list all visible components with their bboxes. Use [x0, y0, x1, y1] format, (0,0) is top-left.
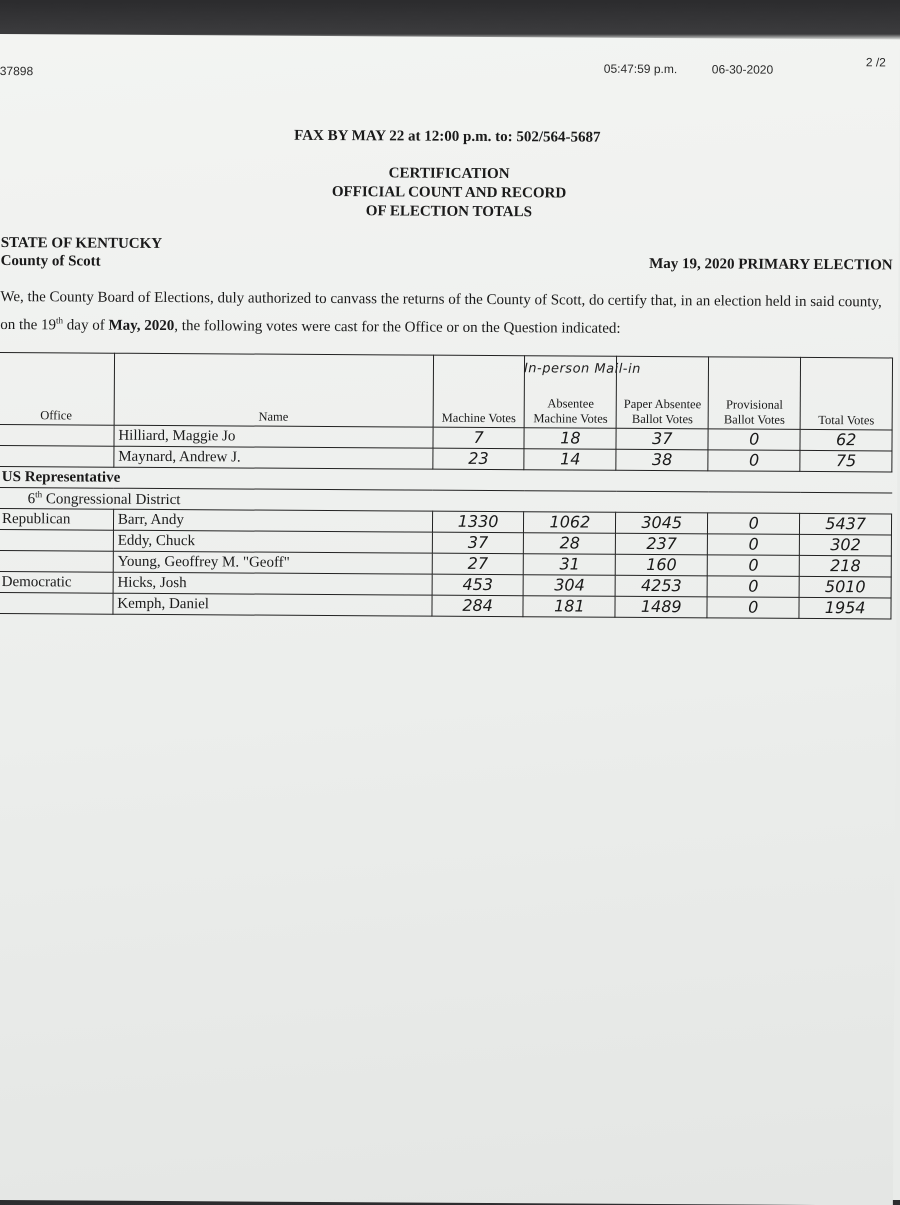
district-label: Congressional District — [42, 490, 181, 508]
provisional-votes: 0 — [707, 597, 799, 619]
total-votes: 302 — [800, 534, 892, 556]
office-cell — [0, 445, 114, 467]
total-votes: 5010 — [799, 576, 891, 598]
col-absentee-machine-votes: Absentee Machine Votes — [525, 356, 617, 429]
col-name: Name — [114, 353, 433, 427]
paper-absentee-votes: 38 — [616, 449, 708, 471]
provisional-votes: 0 — [707, 555, 799, 577]
absentee-machine-votes: 31 — [524, 554, 616, 576]
absentee-machine-votes: 14 — [524, 449, 616, 471]
paper-absentee-votes: 4253 — [615, 575, 707, 597]
total-votes: 1954 — [799, 597, 891, 619]
total-votes: 5437 — [800, 513, 892, 535]
candidate-name: Kemph, Daniel — [113, 593, 432, 616]
col-office: Office — [0, 352, 114, 425]
candidate-name: Hicks, Josh — [113, 572, 432, 595]
state-name: STATE OF KENTUCKY — [0, 235, 163, 252]
paper-absentee-votes: 160 — [616, 554, 708, 576]
paper-absentee-votes: 37 — [616, 428, 708, 450]
handwritten-annotation: In-person Mail-in — [523, 361, 641, 377]
machine-votes: 1330 — [432, 511, 524, 533]
machine-votes: 37 — [432, 532, 524, 554]
total-votes: 62 — [800, 429, 892, 451]
provisional-votes: 0 — [707, 534, 799, 556]
county-name: County of Scott — [0, 253, 101, 270]
candidate-name: Hilliard, Maggie Jo — [114, 425, 433, 448]
provisional-votes: 0 — [707, 576, 799, 598]
office-cell — [0, 550, 113, 572]
office-cell — [0, 592, 113, 614]
office-cell: Republican — [0, 508, 113, 530]
paper-absentee-votes: 3045 — [616, 512, 708, 534]
machine-votes: 27 — [432, 553, 524, 575]
title-line-3: OF ELECTION TOTALS — [365, 203, 533, 221]
paragraph-sup: th — [56, 315, 64, 326]
certification-title — [0, 162, 899, 224]
paragraph-text: We, the County Board of Elections, duly authorized to canvass the returns of the County of Scott, do certify that, in an election held in said county, on the 19 — [0, 289, 882, 334]
fax-page-number: 2 /2 — [865, 55, 886, 70]
machine-votes: 23 — [433, 448, 525, 470]
machine-votes: 284 — [432, 595, 524, 617]
provisional-votes: 0 — [708, 513, 800, 535]
title-line-2: OFFICIAL COUNT AND RECORD — [331, 184, 567, 202]
results-table — [0, 352, 893, 619]
paragraph-text: , the following votes were cast for the Office or on the Question indicated: — [174, 318, 621, 337]
election-name: May 19, 2020 PRIMARY ELECTION — [649, 255, 893, 274]
table-header-row — [0, 352, 893, 429]
fax-header — [0, 55, 900, 87]
candidate-name: Barr, Andy — [113, 509, 432, 532]
col-total-votes: Total Votes — [800, 357, 892, 430]
total-votes: 218 — [799, 555, 891, 577]
col-paper-absentee-votes: Paper Absentee Ballot Votes — [616, 356, 708, 429]
office-cell — [0, 424, 114, 446]
total-votes: 75 — [800, 450, 892, 472]
absentee-machine-votes: 28 — [524, 533, 616, 555]
fax-date: 06-30-2020 — [711, 62, 774, 77]
fax-id: 37898 — [0, 63, 34, 79]
certification-paragraph — [0, 286, 895, 342]
paper-absentee-votes: 237 — [616, 533, 708, 555]
machine-votes: 7 — [433, 427, 525, 449]
fax-instruction: FAX BY MAY 22 at 12:00 p.m. to: 502/564-5687 — [294, 127, 601, 146]
absentee-machine-votes: 181 — [523, 596, 615, 618]
district-sup: th — [35, 488, 43, 499]
paper-absentee-votes: 1489 — [615, 596, 707, 618]
provisional-votes: 0 — [708, 429, 800, 451]
col-machine-votes: Machine Votes — [433, 355, 525, 428]
office-cell: Democratic — [0, 571, 113, 593]
paragraph-date: May, 2020 — [108, 317, 175, 335]
office-cell — [0, 529, 113, 551]
absentee-machine-votes: 1062 — [524, 512, 616, 534]
document-page — [0, 34, 900, 1205]
section-title: US Representative — [0, 466, 892, 492]
jurisdiction — [1, 234, 163, 271]
candidate-name: Maynard, Andrew J. — [114, 446, 433, 469]
paragraph-text: day of — [63, 317, 109, 334]
district-number: 6 — [27, 490, 36, 507]
candidate-name: Young, Geoffrey M. "Geoff" — [113, 551, 432, 574]
fax-time: 05:47:59 p.m. — [603, 61, 678, 77]
absentee-machine-votes: 304 — [524, 575, 616, 597]
machine-votes: 453 — [432, 574, 524, 596]
provisional-votes: 0 — [708, 450, 800, 472]
col-provisional-votes: Provisional Ballot Votes — [708, 357, 801, 430]
candidate-name: Eddy, Chuck — [113, 530, 432, 553]
title-line-1: CERTIFICATION — [388, 165, 510, 183]
absentee-machine-votes: 18 — [524, 428, 616, 450]
